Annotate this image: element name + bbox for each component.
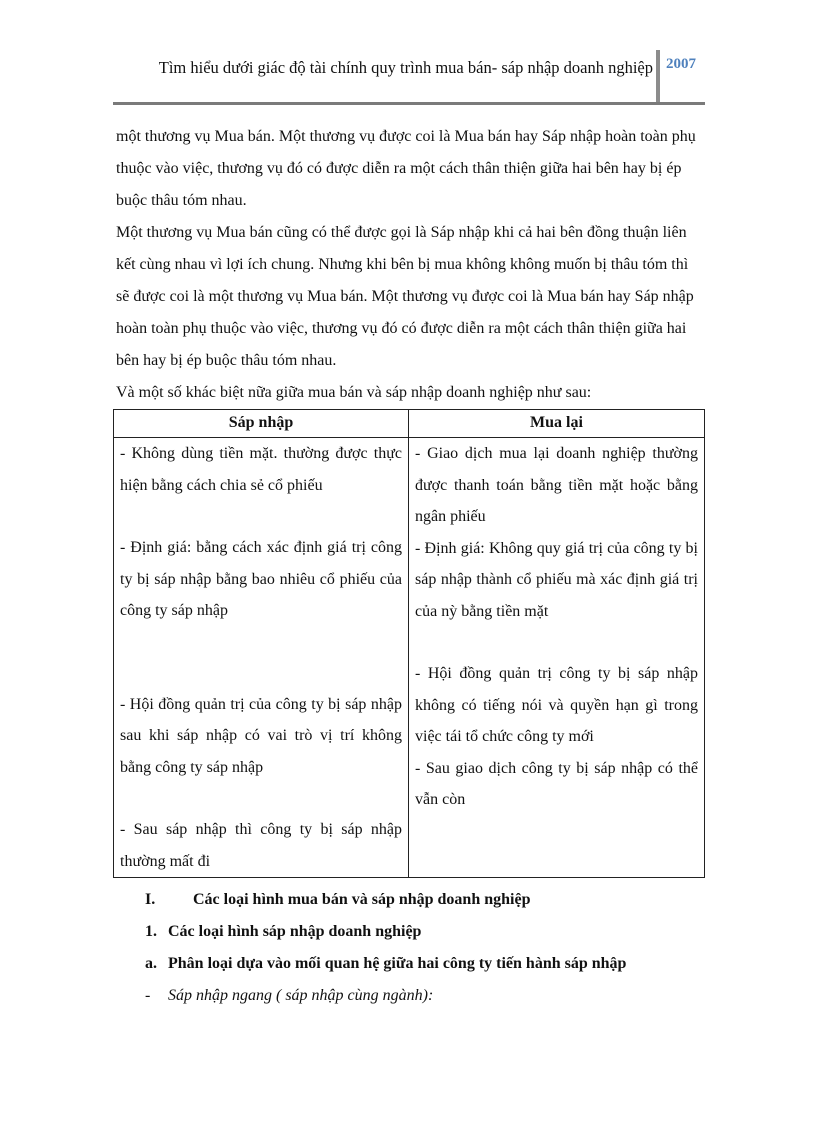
heading-text: Phân loại dựa vào mối quan hệ giữa hai công ty tiến hành sáp nhập bbox=[168, 955, 627, 972]
heading-number: 1. bbox=[145, 923, 157, 940]
column-header-sap-nhap: Sáp nhập bbox=[114, 410, 409, 438]
heading-level-2 bbox=[145, 917, 705, 949]
header-divider bbox=[656, 50, 660, 102]
header-year: 2007 bbox=[666, 56, 696, 72]
cell-item: - Giao dịch mua lại doanh nghiệp thường được thanh toán bằng tiền mặt hoặc bằng ngân phiếu bbox=[415, 445, 698, 525]
table-row bbox=[114, 438, 705, 878]
header-rule bbox=[113, 102, 705, 105]
cell-item: - Sau giao dịch công ty bị sáp nhập có thể vẫn còn bbox=[415, 759, 698, 808]
bullet-text: Sáp nhập ngang ( sáp nhập cùng ngành): bbox=[168, 987, 434, 1004]
cell-item: - Không dùng tiền mặt. thường được thực hiện bằng cách chia sẻ cổ phiếu bbox=[120, 445, 402, 494]
paragraph: Và một số khác biệt nữa giữa mua bán và sáp nhập doanh nghiệp như sau: bbox=[116, 384, 592, 401]
page-header bbox=[113, 48, 705, 104]
table-header-row bbox=[114, 410, 705, 438]
heading-text: Các loại hình mua bán và sáp nhập doanh nghiệp bbox=[193, 891, 531, 908]
cell-item: - Định giá: bằng cách xác định giá trị công ty bị sáp nhập bằng bao nhiêu cổ phiếu của công ty sáp nhập bbox=[120, 539, 402, 619]
heading-number: I. bbox=[145, 891, 156, 908]
heading-text: Các loại hình sáp nhập doanh nghiệp bbox=[168, 923, 422, 940]
table-cell-mua-lai bbox=[409, 438, 705, 878]
paragraph: Một thương vụ Mua bán cũng có thể được gọi là Sáp nhập khi cả hai bên đồng thuận liên kết cùng nhau vì lợi ích chung. Nhưng khi bên bị mua không không muốn bị thâu tóm thì sẽ được coi là một thương vụ Mua bán. Một thương vụ được coi là Mua bán hay Sáp nhập hoàn toàn phụ thuộc vào việc, thương vụ đó có được diễn ra một cách thân thiện giữa hai bên hay bị ép buộc thâu tóm nhau. bbox=[116, 224, 694, 369]
bullet-dash: - bbox=[145, 987, 151, 1004]
table-cell-sap-nhap bbox=[114, 438, 409, 878]
heading-number: a. bbox=[145, 955, 157, 972]
comparison-table bbox=[113, 409, 705, 878]
cell-item: - Định giá: Không quy giá trị của công ty bị sáp nhập thành cổ phiếu mà xác định giá trị của nỳ bằng tiền mặt bbox=[415, 539, 698, 620]
bullet-item bbox=[145, 981, 705, 1013]
body-text bbox=[116, 121, 696, 409]
header-title: Tìm hiểu dưới giác độ tài chính quy trình mua bán- sáp nhập doanh nghiệp bbox=[158, 58, 653, 77]
paragraph: một thương vụ Mua bán. Một thương vụ được coi là Mua bán hay Sáp nhập hoàn toàn phụ thuộc vào việc, thương vụ đó có được diễn ra một cách thân thiện giữa hai bên hay bị ép buộc thâu tóm nhau. bbox=[116, 128, 696, 209]
column-header-mua-lai: Mua lại bbox=[409, 410, 705, 438]
heading-level-3 bbox=[145, 949, 705, 981]
heading-level-1 bbox=[145, 885, 705, 917]
cell-item: - Hội đồng quản trị công ty bị sáp nhập không có tiếng nói và quyền hạn gì trong việc tái tổ chức công ty mới bbox=[415, 665, 698, 745]
cell-item: - Hội đồng quản trị của công ty bị sáp nhập sau khi sáp nhập có vai trò vị trí không bằng công ty sáp nhập bbox=[120, 695, 402, 776]
section-outline bbox=[145, 885, 705, 1013]
cell-item: - Sau sáp nhập thì công ty bị sáp nhập thường mất đi bbox=[120, 821, 402, 870]
